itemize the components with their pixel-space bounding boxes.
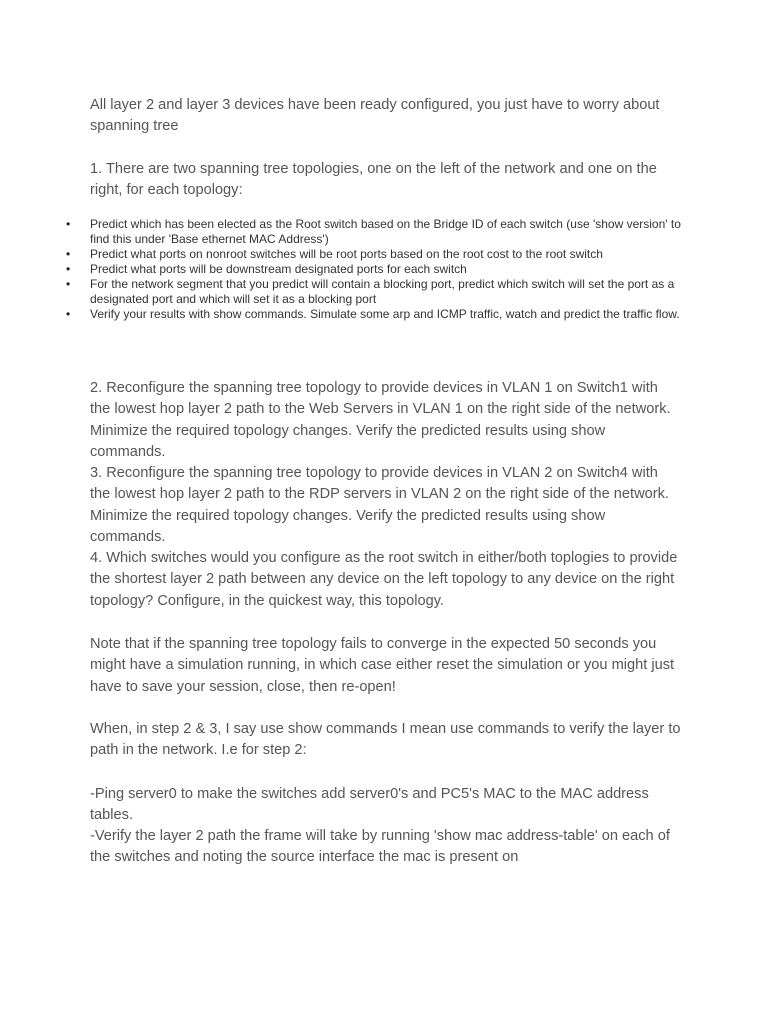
step-1-bullet-list xyxy=(66,217,690,322)
step-1-paragraph: 1. There are two spanning tree topologies, one on the left of the network and one on the right, for each topology: xyxy=(90,161,657,199)
ping-instruction: -Ping server0 to make the switches add server0's and PC5's MAC to the MAC address tables. xyxy=(90,786,649,824)
intro-paragraph: All layer 2 and layer 3 devices have been ready configured, you just have to worry about spanning tree xyxy=(90,97,660,135)
list-item: • Predict which has been elected as the Root switch based on the Bridge ID of each switch (use 'show version' to find this under 'Base ethernet MAC Address') xyxy=(66,217,681,246)
bullet-icon: • xyxy=(66,307,71,321)
list-item: • Verify your results with show commands. Simulate some arp and ICMP traffic, watch and predict the traffic flow. xyxy=(66,307,680,321)
step-2-paragraph: 2. Reconfigure the spanning tree topology to provide devices in VLAN 1 on Switch1 with the lowest hop layer 2 path to the Web Servers in VLAN 1 on the right side of the network. Minimize the required topology changes. Verify the predicted results using show commands. xyxy=(90,380,671,460)
show-commands-paragraph: When, in step 2 & 3, I say use show commands I mean use commands to verify the layer to path in the network. I.e for step 2: xyxy=(90,721,681,759)
note-paragraph: Note that if the spanning tree topology fails to converge in the expected 50 seconds you might have a simulation running, in which case either reset the simulation or you might just have to save your session, close, then re-open! xyxy=(90,636,675,695)
bullet-icon: • xyxy=(66,217,71,231)
bullet-icon: • xyxy=(66,262,71,276)
list-item: • Predict what ports on nonroot switches will be root ports based on the root cost to the root switch xyxy=(66,247,603,261)
list-item: • Predict what ports will be downstream designated ports for each switch xyxy=(66,262,467,276)
list-item: • For the network segment that you predict will contain a blocking port, predict which switch will set the port as a designated port and which will set it as a blocking port xyxy=(66,277,675,306)
bullet-icon: • xyxy=(66,277,71,291)
step-4-paragraph: 4. Which switches would you configure as the root switch in either/both toplogies to provide the shortest layer 2 path between any device on the left topology to any device on the right topology? Configure, in the quickest way, this topology. xyxy=(90,550,678,609)
step-3-paragraph: 3. Reconfigure the spanning tree topology to provide devices in VLAN 2 on Switch4 with the lowest hop layer 2 path to the RDP servers in VLAN 2 on the right side of the network. Minimize the required topology changes. Verify the predicted results using show commands. xyxy=(90,465,669,545)
bullet-icon: • xyxy=(66,247,71,261)
verify-instruction: -Verify the layer 2 path the frame will take by running 'show mac address-table' on each of the switches and noting the source interface the mac is present on xyxy=(90,828,670,866)
